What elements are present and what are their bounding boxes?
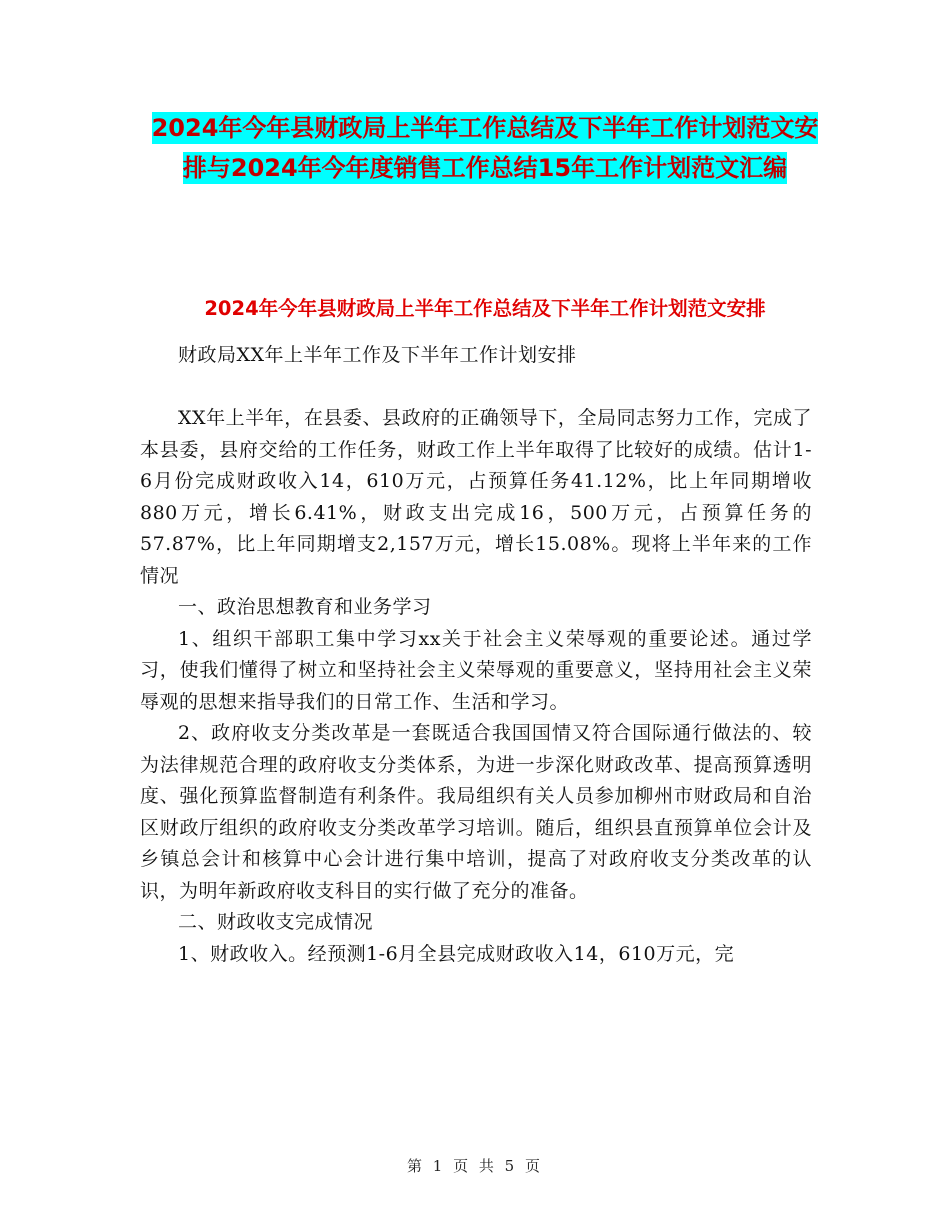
paragraph-subheading: 财政局XX年上半年工作及下半年工作计划安排 — [178, 344, 577, 366]
paragraph: 2、政府收支分类改革是一套既适合我国国情又符合国际通行做法的、较为法律规范合理的政府收支分类体系，为进一步深化财政改革、提高预算透明度、强化预算监督制造有利条件。我局组织有关人员参加柳州市财政局和自治区财政厅组织的政府收支分类改革学习培训。随后，组织县直预算单位会计及乡镇总会计和核算中心会计进行集中培训，提高了对政府收支分类改革的认识，为明年新政府收支科目的实行做了充分的准备。 — [140, 722, 812, 902]
paragraph: XX年上半年，在县委、县政府的正确领导下，全局同志努力工作，完成了本县委，县府交给的工作任务，财政工作上半年取得了比较好的成绩。估计1-6月份完成财政收入14，610万元，占预算任务41.12%，比上年同期增收880万元，增长6.41%，财政支出完成16，500万元，占预算任务的57.87%，比上年同期增支2,157万元，增长15.08%。现将上半年来的工作情况 — [140, 407, 812, 587]
section-title: 2024年今年县财政局上半年工作总结及下半年工作计划范文安排 — [204, 297, 766, 320]
page-footer: 第 1 页 共 5 页 — [407, 1157, 543, 1175]
paragraph-heading: 一、政治思想教育和业务学习 — [178, 596, 432, 618]
document-main-title — [140, 108, 830, 188]
paragraph: 1、财政收入。经预测1-6月全县完成财政收入14，610万元，完 — [178, 942, 735, 965]
paragraph-heading: 二、财政收支完成情况 — [178, 911, 374, 933]
document-body — [140, 340, 812, 970]
paragraph: 1、组织干部职工集中学习xx关于社会主义荣辱观的重要论述。通过学习，使我们懂得了树立和坚持社会主义荣辱观的重要意义，坚持用社会主义荣辱观的思想来指导我们的日常工作、生活和学习。 — [140, 627, 812, 713]
main-title-highlight: 2024年今年县财政局上半年工作总结及下半年工作计划范文安排与2024年今年度销售工作总结15年工作计划范文汇编 — [151, 114, 819, 182]
